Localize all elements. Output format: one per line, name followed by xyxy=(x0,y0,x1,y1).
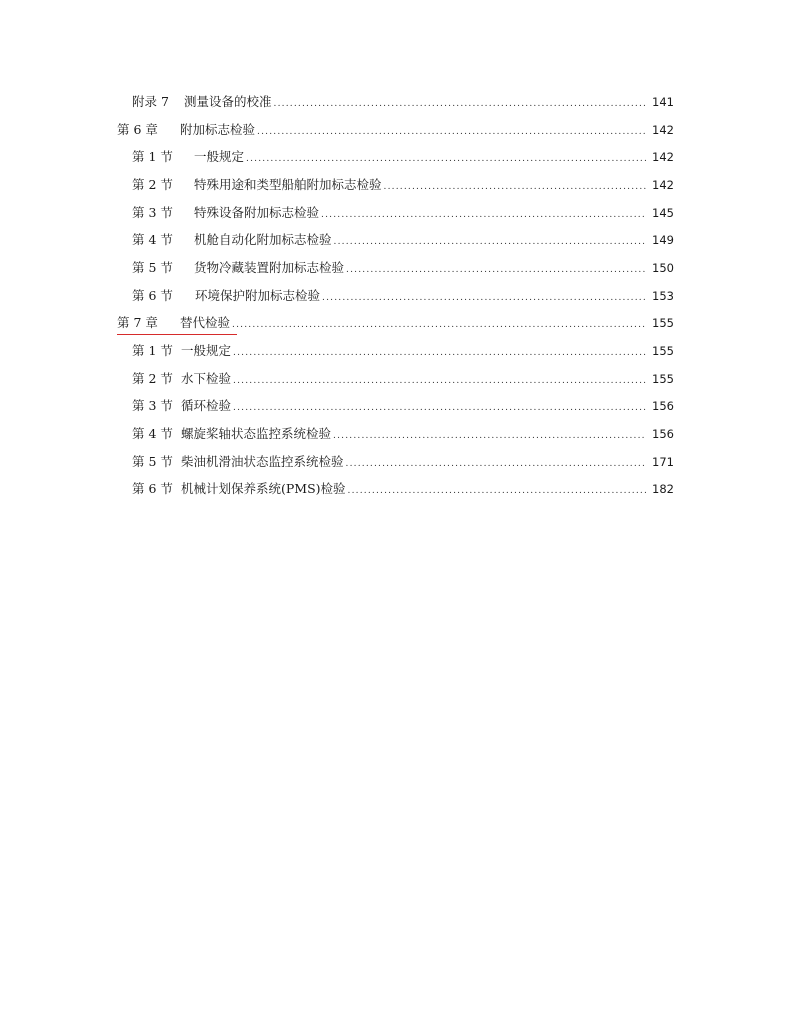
red-underline-mark xyxy=(117,334,237,336)
toc-entry-ch6-sec2[interactable] xyxy=(0,171,791,199)
toc-leader-dots xyxy=(346,262,646,278)
toc-leader-dots xyxy=(257,124,646,140)
toc-leader-dots xyxy=(333,428,646,444)
toc-entry-ch6-sec4[interactable] xyxy=(0,226,791,254)
toc-leader-dots xyxy=(346,456,646,472)
toc-entry-label: 第 1 节 xyxy=(132,149,173,165)
toc-entry-page: 182 xyxy=(652,482,674,497)
toc-entry-label: 第 1 节 xyxy=(132,343,173,359)
toc-entry-page: 155 xyxy=(652,371,674,386)
toc-entry-page: 145 xyxy=(652,205,674,220)
toc-leader-dots xyxy=(233,400,646,416)
toc-entry-label: 第 6 节 xyxy=(132,481,173,497)
toc-leader-dots xyxy=(384,179,646,195)
toc-entry-ch6-sec6[interactable] xyxy=(0,282,791,310)
toc-entry-title: 一般规定 xyxy=(181,343,232,359)
toc-entry-label: 附录 7 xyxy=(132,93,169,109)
toc-entry-appendix-7[interactable] xyxy=(0,88,791,116)
toc-entry-ch7-sec3[interactable] xyxy=(0,393,791,421)
toc-entry-label: 第 4 节 xyxy=(132,426,173,442)
toc-entry-ch7-sec5[interactable] xyxy=(0,448,791,476)
toc-entry-label: 第 7 章 xyxy=(117,315,158,331)
toc-entry-title: 水下检验 xyxy=(181,370,232,386)
toc-leader-dots xyxy=(232,317,646,333)
toc-entry-ch7-sec6[interactable] xyxy=(0,476,791,504)
toc-entry-page: 153 xyxy=(652,288,674,303)
toc-leader-dots xyxy=(348,483,646,499)
toc-entry-page: 149 xyxy=(652,233,674,248)
toc-entry-ch6-sec3[interactable] xyxy=(0,199,791,227)
toc-entry-title: 货物冷藏装置附加标志检验 xyxy=(194,259,345,275)
toc-entry-page: 142 xyxy=(652,177,674,192)
toc-entry-page: 155 xyxy=(652,316,674,331)
toc-leader-dots xyxy=(274,96,646,112)
toc-leader-dots xyxy=(321,207,646,223)
toc-entry-title: 附加标志检验 xyxy=(180,121,256,137)
toc-entry-page: 171 xyxy=(652,454,674,469)
toc-entry-ch7-sec1[interactable] xyxy=(0,337,791,365)
toc-entry-label: 第 2 节 xyxy=(132,176,173,192)
toc-entry-title: 循环检验 xyxy=(181,398,232,414)
toc-entry-label: 第 5 节 xyxy=(132,259,173,275)
toc-entry-ch7-sec2[interactable] xyxy=(0,365,791,393)
toc-entry-title: 柴油机滑油状态监控系统检验 xyxy=(181,453,344,469)
toc-entry-title: 替代检验 xyxy=(180,315,231,331)
toc-entry-ch6-sec1[interactable] xyxy=(0,143,791,171)
toc-entry-page: 150 xyxy=(652,260,674,275)
toc-leader-dots xyxy=(233,345,646,361)
toc-entry-page: 155 xyxy=(652,344,674,359)
toc-leader-dots xyxy=(233,373,646,389)
toc-entry-title: 机舱自动化附加标志检验 xyxy=(194,232,332,248)
toc-entry-label: 第 5 节 xyxy=(132,453,173,469)
toc-entry-ch7-sec4[interactable] xyxy=(0,420,791,448)
toc-leader-dots xyxy=(334,234,646,250)
toc-entry-label: 第 3 节 xyxy=(132,204,173,220)
toc-entry-title: 特殊用途和类型船舶附加标志检验 xyxy=(194,176,382,192)
toc-entry-chapter-7[interactable] xyxy=(0,310,791,338)
toc-entry-title: 特殊设备附加标志检验 xyxy=(194,204,320,220)
toc-entry-title: 一般规定 xyxy=(194,149,245,165)
toc-entry-label: 第 3 节 xyxy=(132,398,173,414)
toc-entry-title: 机械计划保养系统(PMS)检验 xyxy=(181,481,346,497)
toc-entry-label: 第 2 节 xyxy=(132,370,173,386)
toc-entry-page: 142 xyxy=(652,122,674,137)
toc-entry-label: 第 4 节 xyxy=(132,232,173,248)
toc-entry-page: 141 xyxy=(652,94,674,109)
toc-entry-ch6-sec5[interactable] xyxy=(0,254,791,282)
table-of-contents xyxy=(0,88,791,503)
toc-leader-dots xyxy=(322,290,646,306)
toc-leader-dots xyxy=(246,151,646,167)
toc-entry-title: 测量设备的校准 xyxy=(184,93,272,109)
toc-entry-title: 螺旋桨轴状态监控系统检验 xyxy=(181,426,332,442)
toc-entry-label: 第 6 章 xyxy=(117,121,158,137)
toc-entry-label: 第 6 节 xyxy=(132,287,173,303)
toc-entry-chapter-6[interactable] xyxy=(0,116,791,144)
toc-entry-page: 142 xyxy=(652,150,674,165)
toc-entry-title: 环境保护附加标志检验 xyxy=(195,287,321,303)
toc-entry-page: 156 xyxy=(652,427,674,442)
toc-entry-page: 156 xyxy=(652,399,674,414)
